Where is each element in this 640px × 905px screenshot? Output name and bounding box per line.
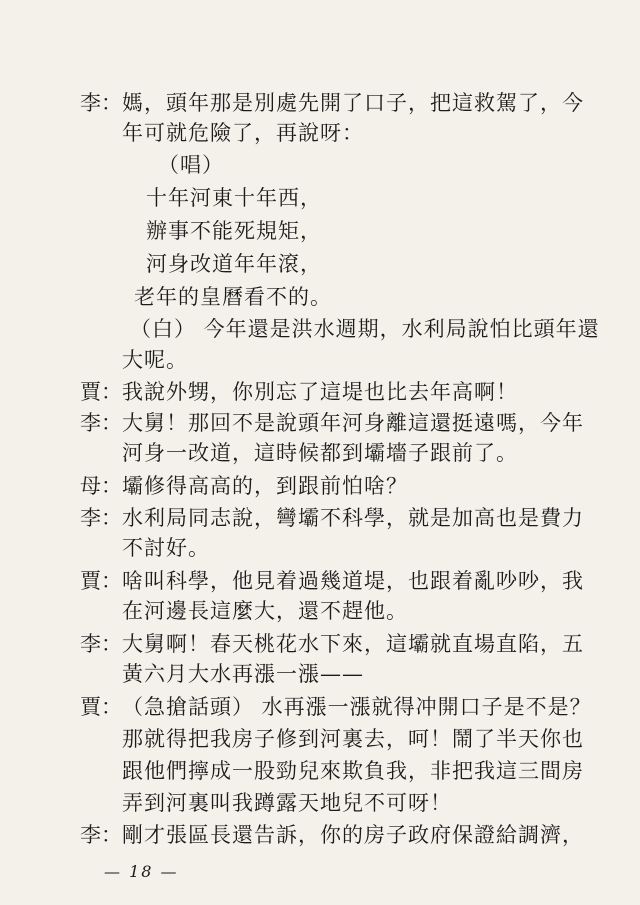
dialogue-line: 大舅啊！春天桃花水下來，這壩就直場直陷，五 [122, 632, 584, 656]
dialogue-line: 啥叫科學，他見着過幾道堤，也跟着亂吵吵，我 [122, 569, 584, 593]
verse-line: 十年河東十年西， [146, 186, 322, 210]
speaker-label: 賈： [80, 695, 122, 719]
dialogue-line: 弄到河裏叫我蹲露天地兒不可呀！ [122, 791, 452, 815]
dialogue-line: 黃六月大水再漲一漲—— [122, 662, 364, 686]
speaker-label: 賈： [80, 569, 122, 593]
dialogue-line: 水利局同志說，彎壩不科學，就是加高也是費力 [122, 506, 584, 530]
speaker-label: 李： [80, 823, 122, 847]
dialogue-line: 跟他們擰成一股勁兒來欺負我，非把我這三間房 [122, 759, 584, 783]
dialogue-line: 我說外甥，你別忘了這堤也比去年高啊！ [122, 380, 518, 404]
stage-direction: （唱） [158, 153, 224, 177]
verse-line: 河身改道年年滾， [146, 252, 322, 276]
speaker-label: 李： [80, 91, 122, 115]
speaker-label: 母： [80, 474, 122, 498]
verse-line: 辦事不能死規矩， [146, 219, 322, 243]
dialogue-line: 大呢。 [122, 348, 188, 372]
dialogue-line: 壩修得高高的，到跟前怕啥？ [122, 474, 408, 498]
speaker-label: 賈： [80, 380, 122, 404]
verse-line: 老年的皇曆看不的。 [134, 285, 332, 309]
dialogue-line: 大舅！那回不是說頭年河身離這還挺遠嗎，今年 [122, 411, 584, 435]
dialogue-line: （白） 今年還是洪水週期，水利局說怕比頭年還 [130, 317, 600, 341]
dialogue-line: 剛才張區長還告訴，你的房子政府保證給調濟， [122, 823, 584, 847]
dialogue-line: （急搶話頭） 水再漲一漲就得冲開口子是不是？ [122, 695, 592, 719]
page-number: — 18 — [104, 862, 179, 881]
dialogue-line: 在河邊長這麼大，還不趕他。 [122, 599, 408, 623]
dialogue-line: 那就得把我房子修到河裏去，呵！鬧了半天你也 [122, 727, 584, 751]
speaker-label: 李： [80, 632, 122, 656]
dialogue-line: 河身一改道，這時候都到壩墻子跟前了。 [122, 441, 518, 465]
speaker-label: 李： [80, 506, 122, 530]
dialogue-line: 年可就危險了，再說呀： [122, 121, 364, 145]
dialogue-line: 媽，頭年那是別處先開了口子，把這救駕了，今 [122, 91, 584, 115]
speaker-label: 李： [80, 411, 122, 435]
dialogue-line: 不討好。 [122, 536, 210, 560]
